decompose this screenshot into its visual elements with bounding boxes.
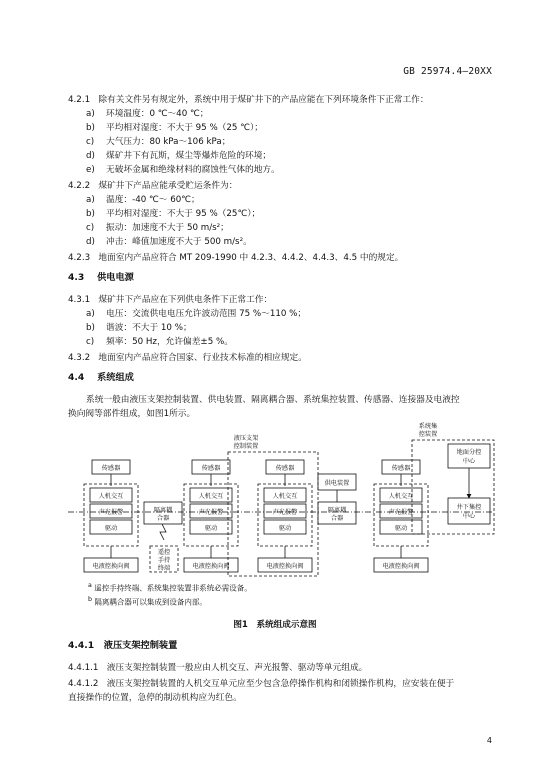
paragraph-line: 换向阀等部件组成，如图1所示。 (68, 409, 196, 419)
underground-center-label: 中心 (462, 513, 476, 520)
clause-number: 4.2.3 (68, 253, 91, 263)
list-marker: c) (86, 223, 95, 233)
hmi-label: 人机交互 (98, 493, 124, 500)
clause-number: 4.2.2 (68, 181, 91, 191)
footnote-marker: b (88, 596, 92, 603)
underground-center-label: 井下集控 (456, 504, 482, 511)
sensor-label: 传感器 (275, 465, 295, 472)
list-marker: b) (86, 209, 95, 219)
drive-label: 驱动 (204, 525, 218, 532)
section-title: 供电电源 (97, 272, 134, 283)
surface-center-label: 中心 (462, 458, 476, 465)
clause-number: 4.2.1 (68, 95, 91, 105)
system-control-label: 控装置 (418, 431, 438, 438)
clause-text: 液压支架控制装置一般应由人机交互、声光报警、驱动等单元组成。 (106, 663, 368, 673)
section-4-4-1-heading (68, 640, 177, 652)
list-marker: d) (86, 237, 95, 247)
section-number: 4.3 (68, 272, 85, 283)
clause-text: 煤矿井下产品应在下列供电条件下正常工作： (98, 295, 273, 305)
clause-4-4-1-2 (68, 678, 454, 690)
surface-center-label: 地面分控 (456, 449, 482, 456)
list-marker: e) (86, 165, 95, 175)
footnote-text: 隔离耦合器可以集成到设备内部。 (94, 597, 207, 607)
list-marker: a) (86, 109, 95, 119)
footnote-b (88, 594, 207, 609)
hydraulic-control-label: 液压支架 (233, 435, 259, 442)
clause-text: 煤矿井下产品应能承受贮运条件为： (98, 181, 238, 191)
list-marker: c) (86, 137, 95, 147)
alarm-label: 声光报警 (388, 509, 414, 516)
list-text: 大气压力：80 kPa～106 kPa； (106, 137, 231, 147)
sensor-label: 传感器 (391, 465, 411, 472)
system-control-label: 系统集 (418, 423, 438, 430)
clause-4-4-1-1 (68, 662, 367, 674)
drive-label: 驱动 (394, 525, 408, 532)
valve-label: 电液控换向阀 (92, 563, 130, 570)
remote-label: 遥控 (157, 549, 171, 556)
page-number: 4 (486, 736, 492, 745)
drive-label: 驱动 (104, 525, 118, 532)
remote-label: 手持 (157, 557, 171, 564)
clause-text: 地面室内产品应符合 MT 209-1990 中 4.2.3、4.4.2、4.4.3、4.5 中的规定。 (98, 253, 404, 263)
clause-number: 4.3.1 (68, 295, 91, 305)
list-marker: a) (86, 195, 95, 205)
list-text: 平均相对湿度：不大于 95 %（25℃）； (106, 209, 261, 219)
list-text: 温度：-40 ℃～ 60℃； (106, 195, 200, 205)
list-text: 煤矿井下有瓦斯，煤尘等爆炸危险的环境； (106, 151, 272, 161)
list-text: 冲击：峰值加速度不大于 500 m/s²。 (106, 237, 252, 247)
list-marker: c) (86, 337, 95, 347)
sensor-label: 传感器 (101, 465, 121, 472)
remote-label: 终端 (157, 565, 171, 572)
alarm-label: 声光报警 (198, 509, 224, 516)
clause-number: 4.4.1.1 (68, 663, 99, 673)
clause-number: 4.4.1.2 (68, 679, 99, 689)
sensor-label: 传感器 (201, 465, 221, 472)
valve-label: 电液控换向阀 (192, 563, 230, 570)
paragraph-line: 系统一般由液压支架控制装置、供电装置、隔离耦合器、系统集控装置、传感器、连接器及电液控 (86, 395, 460, 405)
list-text: 无破坏金属和绝缘材料的腐蚀性气体的地方。 (106, 165, 280, 175)
list-text: 频率：50 Hz，允许偏差±5 %。 (106, 337, 233, 347)
power-label: 供电装置 (324, 480, 350, 487)
valve-label: 电液控换向阀 (382, 563, 420, 570)
section-number: 4.4.1 (68, 640, 95, 651)
footnote-a (88, 580, 252, 595)
list-marker: d) (86, 151, 95, 161)
clause-4-4-1-2-cont: 直接操作的位置，急停的制动机构应为红色。 (68, 693, 242, 703)
alarm-label: 声光报警 (98, 509, 124, 516)
list-text: 谐波：不大于 10 %； (106, 323, 192, 333)
coupler-label: 合器 (330, 515, 344, 522)
clause-text: 除有关文件另有规定外，系统中用于煤矿井下的产品应能在下列环境条件下正常工作： (98, 95, 429, 105)
list-marker: a) (86, 309, 95, 319)
list-marker: b) (86, 323, 95, 333)
coupler-label: 隔离耦 (327, 507, 347, 514)
standard-code: GB 25974.4—20XX (403, 66, 492, 77)
list-text: 环境温度：0 ℃～40 ℃； (106, 109, 209, 119)
footnote-marker: a (88, 582, 92, 589)
clause-text: 液压支架控制装置的人机交互单元应至少包含急停操作机构和闭锁操作机构，应安装在便于 (106, 679, 455, 689)
hmi-label: 人机交互 (272, 493, 298, 500)
drive-label: 驱动 (278, 525, 292, 532)
list-text: 振动：加速度不大于 50 m/s²； (106, 223, 229, 233)
valve-label: 电液控换向阀 (266, 563, 304, 570)
hmi-label: 人机交互 (388, 493, 414, 500)
list-text: 电压：交流供电电压允许波动范围 75 %～110 %； (106, 309, 307, 319)
alarm-label: 声光报警 (272, 509, 298, 516)
coupler-label: 隔离耦 (153, 507, 173, 514)
footnote-text: 遥控手持终端、系统集控装置非系统必需设备。 (94, 583, 252, 593)
section-title: 液压支架控制装置 (103, 640, 178, 651)
clause-text: 地面室内产品应符合国家、行业技术标准的相应规定。 (98, 353, 307, 363)
clause-number: 4.3.2 (68, 353, 91, 363)
hmi-label: 人机交互 (198, 493, 224, 500)
coupler-label: 合器 (156, 515, 170, 522)
list-marker: b) (86, 123, 95, 133)
section-title: 系统组成 (97, 372, 134, 383)
section-number: 4.4 (68, 372, 85, 383)
figure-caption: 图1 系统组成示意图 (233, 620, 317, 630)
list-text: 平均相对湿度：不大于 95 %（25 ℃）； (106, 123, 263, 133)
hydraulic-control-label: 控制装置 (233, 443, 259, 450)
